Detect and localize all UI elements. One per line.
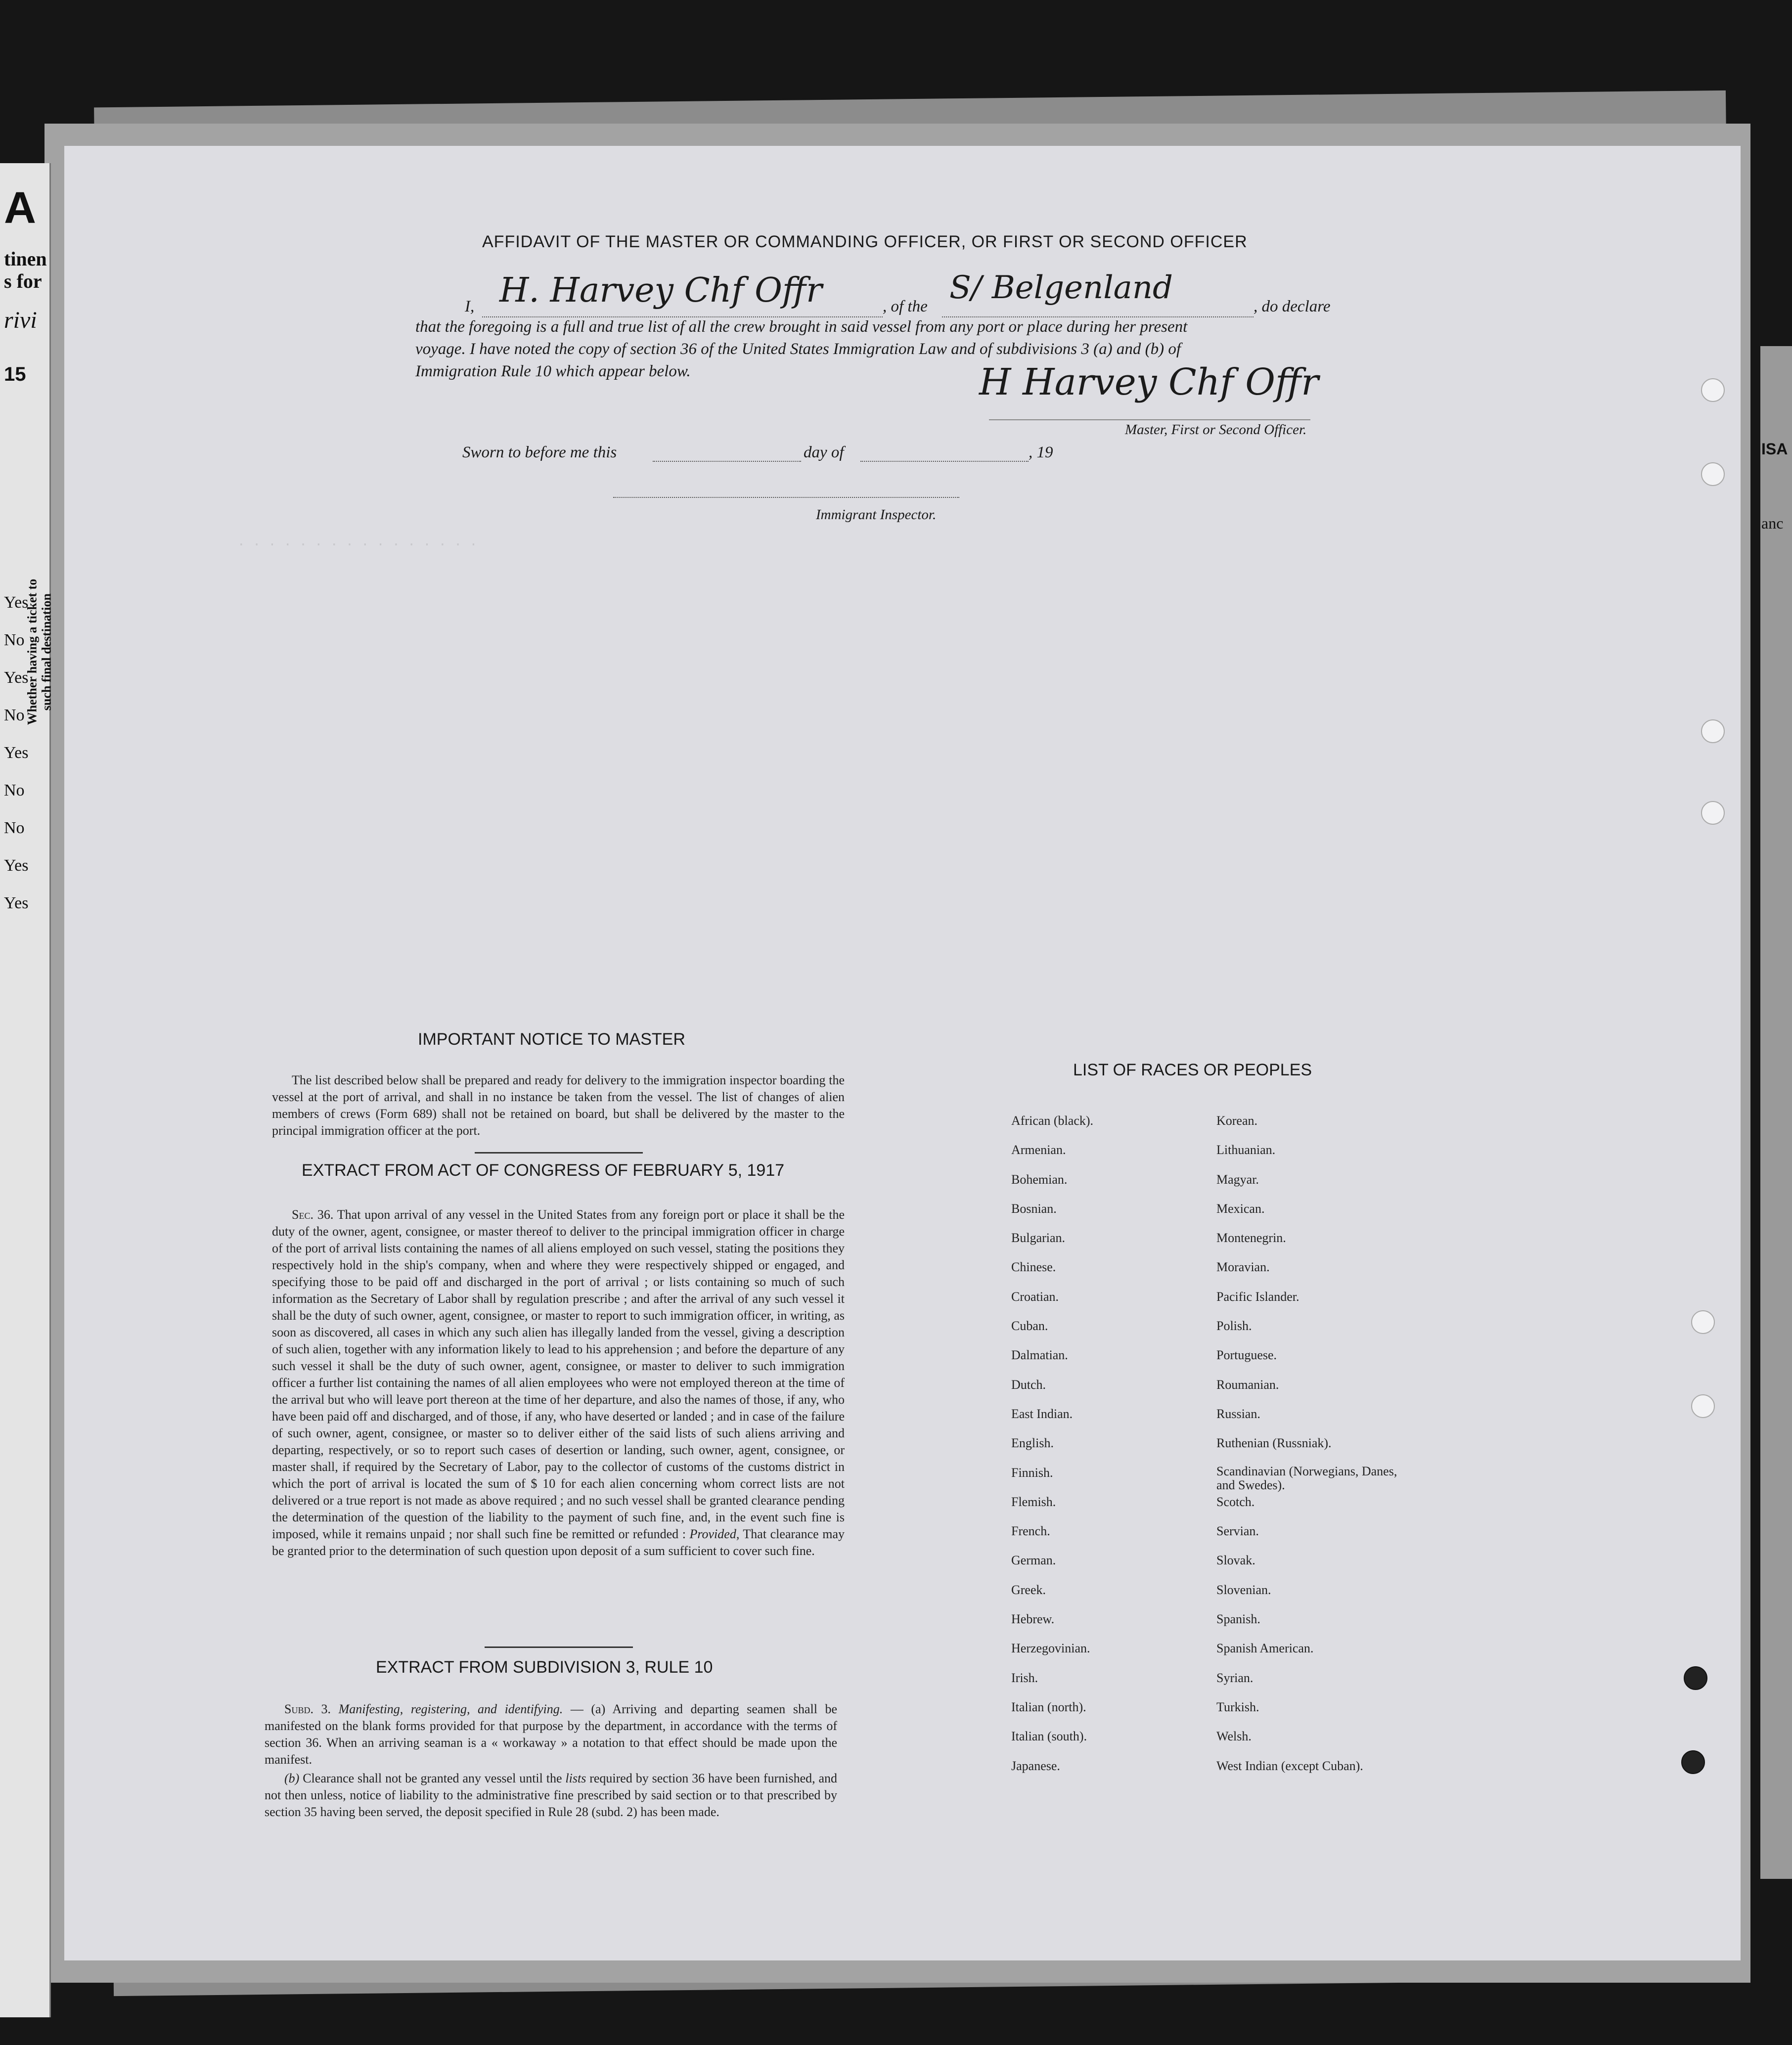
clause-b-lists: lists <box>565 1771 586 1785</box>
race-item: Chinese. <box>1011 1260 1056 1275</box>
race-item: Bohemian. <box>1011 1172 1068 1187</box>
race-item: Scotch. <box>1216 1494 1255 1509</box>
left-margin-answer: No <box>4 706 25 724</box>
clause-a-label: — (a) <box>570 1702 606 1716</box>
subdivision-heading: Manifesting, registering, and identifying. <box>338 1702 563 1716</box>
race-item: Dalmatian. <box>1011 1348 1068 1363</box>
left-margin-answer: No <box>4 781 25 800</box>
race-item: German. <box>1011 1553 1056 1568</box>
notice-text: The list described below shall be prepared and ready for delivery to the immigration inspector boarding the vessel at the port of arrival, and shall in no instance be taken from the vessel. The list of changes of alien members of crews (Form 689) shall not be retained on board, but shall be delivered by the master to the principal immigration officer at the port. <box>272 1073 845 1138</box>
section-label: Sec. 36. <box>292 1207 334 1222</box>
act-text-proviso: That clearance may be granted prior to the determination of such question upon deposit of a sum sufficient to cover such fine. <box>272 1527 845 1558</box>
left-margin-answer: Yes <box>4 744 29 762</box>
race-item: French. <box>1011 1524 1050 1539</box>
left-margin-number: 15 <box>4 363 26 385</box>
rule-title: EXTRACT FROM SUBDIVISION 3, RULE 10 <box>376 1658 713 1677</box>
race-item: Polish. <box>1216 1319 1252 1334</box>
right-margin-text: ISA <box>1761 440 1788 458</box>
race-item: Syrian. <box>1216 1670 1254 1685</box>
officer-name-handwritten: H. Harvey Chf Offr <box>499 271 822 310</box>
punch-hole <box>1701 801 1725 825</box>
section-divider <box>475 1152 643 1154</box>
section-divider <box>485 1646 633 1648</box>
clause-b-text: Clearance shall not be granted any vessel until the <box>303 1771 562 1785</box>
race-item: Roumanian. <box>1216 1377 1279 1392</box>
race-item: Hebrew. <box>1011 1612 1055 1627</box>
race-item: East Indian. <box>1011 1406 1073 1421</box>
left-margin-column-header: Whether having a ticket to such final destination <box>25 578 53 725</box>
left-margin-answer: No <box>4 631 25 649</box>
signature-line <box>989 419 1310 420</box>
act-title: EXTRACT FROM ACT OF CONGRESS OF FEBRUARY 5, 1917 <box>302 1161 785 1180</box>
race-item: Bosnian. <box>1011 1201 1057 1216</box>
left-margin-answer: No <box>4 819 25 837</box>
race-item: Russian. <box>1216 1406 1260 1421</box>
race-item: Flemish. <box>1011 1494 1056 1509</box>
race-item: Italian (south). <box>1011 1729 1087 1744</box>
sworn-month-field <box>860 461 1029 462</box>
races-column-1 <box>1011 1112 1093 1787</box>
race-item: Dutch. <box>1011 1377 1046 1392</box>
affidavit-title: AFFIDAVIT OF THE MASTER OR COMMANDING OFFICER, OR FIRST OR SECOND OFFICER <box>482 232 1248 251</box>
punch-hole <box>1701 378 1725 402</box>
clause-a-text: Arriving and departing seamen shall be manifested on the blank forms provided for that purpose by the department, in accordance with the terms of section 36. When an arriving seaman is a « workaway » a notation to that effect should be made upon the manifest. <box>265 1702 838 1767</box>
race-item: Finnish. <box>1011 1465 1053 1480</box>
race-item: Servian. <box>1216 1524 1259 1539</box>
race-item: Bulgarian. <box>1011 1231 1066 1245</box>
races-title: LIST OF RACES OR PEOPLES <box>1073 1061 1312 1079</box>
affidavit-line: voyage. I have noted the copy of section 36 of the United States Immigration Law and of subdivisions 3 (a) and (b) of <box>415 340 1181 358</box>
bleed-through-row: . . . . . . . . . . . . . . . . <box>237 534 478 549</box>
officer-signature: H Harvey Chf Offr <box>979 361 1319 403</box>
punch-hole <box>1701 462 1725 486</box>
left-margin-answer: Yes <box>4 593 29 612</box>
left-margin-word: tinen <box>4 248 47 270</box>
race-item: Scandinavian (Norwegians, Danes, and Swedes). <box>1216 1464 1397 1492</box>
punch-hole <box>1701 719 1725 743</box>
left-margin-letters: A <box>4 183 36 233</box>
right-adjacent-page <box>1760 346 1792 1879</box>
rule-text <box>265 1701 837 1823</box>
notice-title: IMPORTANT NOTICE TO MASTER <box>418 1030 685 1049</box>
day-of-label: day of <box>804 444 844 461</box>
subdivision-label: Subd. 3. <box>284 1702 331 1716</box>
race-item: Japanese. <box>1011 1758 1060 1773</box>
race-item: Herzegovinian. <box>1011 1641 1090 1656</box>
race-item: Welsh. <box>1216 1729 1252 1744</box>
officer-name-field <box>482 316 883 317</box>
race-item: Portuguese. <box>1216 1348 1277 1363</box>
left-margin-word: s for <box>4 270 42 292</box>
clause-b-label: (b) <box>284 1771 300 1785</box>
act-text-main: That upon arrival of any vessel in the United States from any foreign port or place it shall be the duty of the owner, agent, consignee, or master thereof to deliver to the principal immigration officer in charge of the port of arrival lists containing the names of all aliens employed on such vessel, stating the positions they respectively hold in the ship's company, when and where they were respectively shipped or engaged, and specifying those to be paid off and discharged in the port of arrival ; or lists containing so much of such information as the Secretary of Labor shall by regulation prescribe ; and after the arrival of any such vessel it shall be the duty of such owner, agent, consignee, or master to report to such immigration officer, in writing, as soon as discovered, all cases in which any such alien has illegally landed from the vessel, giving a description of such alien, together with any information likely to lead to his apprehension ; and before the departure of any such vessel it shall be the duty of such owner, agent, consignee, or master to deliver to such immigration officer a further list containing the names of all alien employees who were not employed thereon at the time of the arrival but who will leave port thereon at the time of her departure, and also the names of those, if any, who have been paid off and discharged, and of those, if any, who have deserted or landed ; and in case of the failure of such owner, agent, consignee, or master so to deliver either of the said lists of such aliens arriving and departing, respectively, or so to report such cases of desertion or landing, such owner, agent, consignee, or master shall, if required by the Secretary of Labor, pay to the collector of customs of the customs district in which the port of arrival is located the sum of $ 10 for each alien concerning whom correct lists are not delivered or a true report is not made as above required ; and no such vessel shall be granted clearance pending the determination of the question of the liability to the payment of such fine, and, in the event such fine is imposed, while it remains unpaid ; nor shall such fine be remitted or refunded : <box>272 1207 845 1541</box>
race-item: Turkish. <box>1216 1699 1259 1714</box>
race-item: Magyar. <box>1216 1172 1259 1187</box>
race-item: Slovenian. <box>1216 1582 1271 1597</box>
race-item: Armenian. <box>1011 1143 1066 1157</box>
punch-hole <box>1691 1394 1715 1418</box>
left-margin-answer: Yes <box>4 856 29 875</box>
race-item: Spanish American. <box>1216 1641 1314 1656</box>
race-item: Slovak. <box>1216 1553 1255 1568</box>
race-item: Moravian. <box>1216 1260 1270 1275</box>
year-label: , 19 <box>1029 444 1053 461</box>
race-item: Lithuanian. <box>1216 1143 1276 1157</box>
provided-label: Provided, <box>689 1527 740 1541</box>
races-column-2 <box>1216 1112 1404 1787</box>
race-item: Croatian. <box>1011 1289 1059 1304</box>
act-text <box>272 1206 845 1561</box>
clause-b-text: required by section 36 have been furnished, and not then unless, notice of liability to the administrative fine prescribed by said section or to that prescribed by section 35 having been served, the deposit specified in Rule 28 (subd. 2) has been made. <box>265 1771 838 1819</box>
signature-caption: Master, First or Second Officer. <box>1125 422 1307 438</box>
punch-hole <box>1691 1310 1715 1334</box>
vessel-name-field <box>942 316 1254 317</box>
sworn-day-field <box>653 461 801 462</box>
race-item: Pacific Islander. <box>1216 1289 1299 1304</box>
race-item: Ruthenian (Russniak). <box>1216 1436 1332 1451</box>
race-item: Spanish. <box>1216 1612 1260 1627</box>
race-item: Italian (north). <box>1011 1699 1086 1714</box>
left-margin-word: rivi <box>4 307 37 333</box>
left-margin-answer: Yes <box>4 668 29 687</box>
race-item: Irish. <box>1011 1670 1038 1685</box>
race-item: English. <box>1011 1436 1054 1451</box>
affidavit-line: Immigration Rule 10 which appear below. <box>415 362 691 380</box>
vessel-name-handwritten: S/ Belgenland <box>949 269 1173 306</box>
left-adjacent-page <box>0 163 51 2017</box>
right-margin-text: anc <box>1761 514 1784 532</box>
race-item: Korean. <box>1216 1113 1258 1128</box>
inspector-signature-field <box>613 497 959 498</box>
race-item: Montenegrin. <box>1216 1231 1286 1245</box>
of-the-label: , of the <box>883 298 928 315</box>
do-declare-label: , do declare <box>1254 298 1331 315</box>
i-label: I, <box>465 298 475 315</box>
left-margin-answer: Yes <box>4 894 29 912</box>
affidavit-line: that the foregoing is a full and true list of all the crew brought in said vessel from any port or place during her present <box>415 318 1188 336</box>
race-item: Mexican. <box>1216 1201 1265 1216</box>
punch-hole <box>1681 1750 1705 1774</box>
race-item: Cuban. <box>1011 1319 1048 1334</box>
race-item: Greek. <box>1011 1582 1046 1597</box>
race-item: West Indian (except Cuban). <box>1216 1758 1363 1773</box>
race-item: African (black). <box>1011 1113 1094 1128</box>
inspector-label: Immigrant Inspector. <box>816 507 937 523</box>
punch-hole <box>1684 1666 1707 1690</box>
sworn-label: Sworn to before me this <box>462 444 617 461</box>
affidavit-page <box>64 146 1741 1960</box>
